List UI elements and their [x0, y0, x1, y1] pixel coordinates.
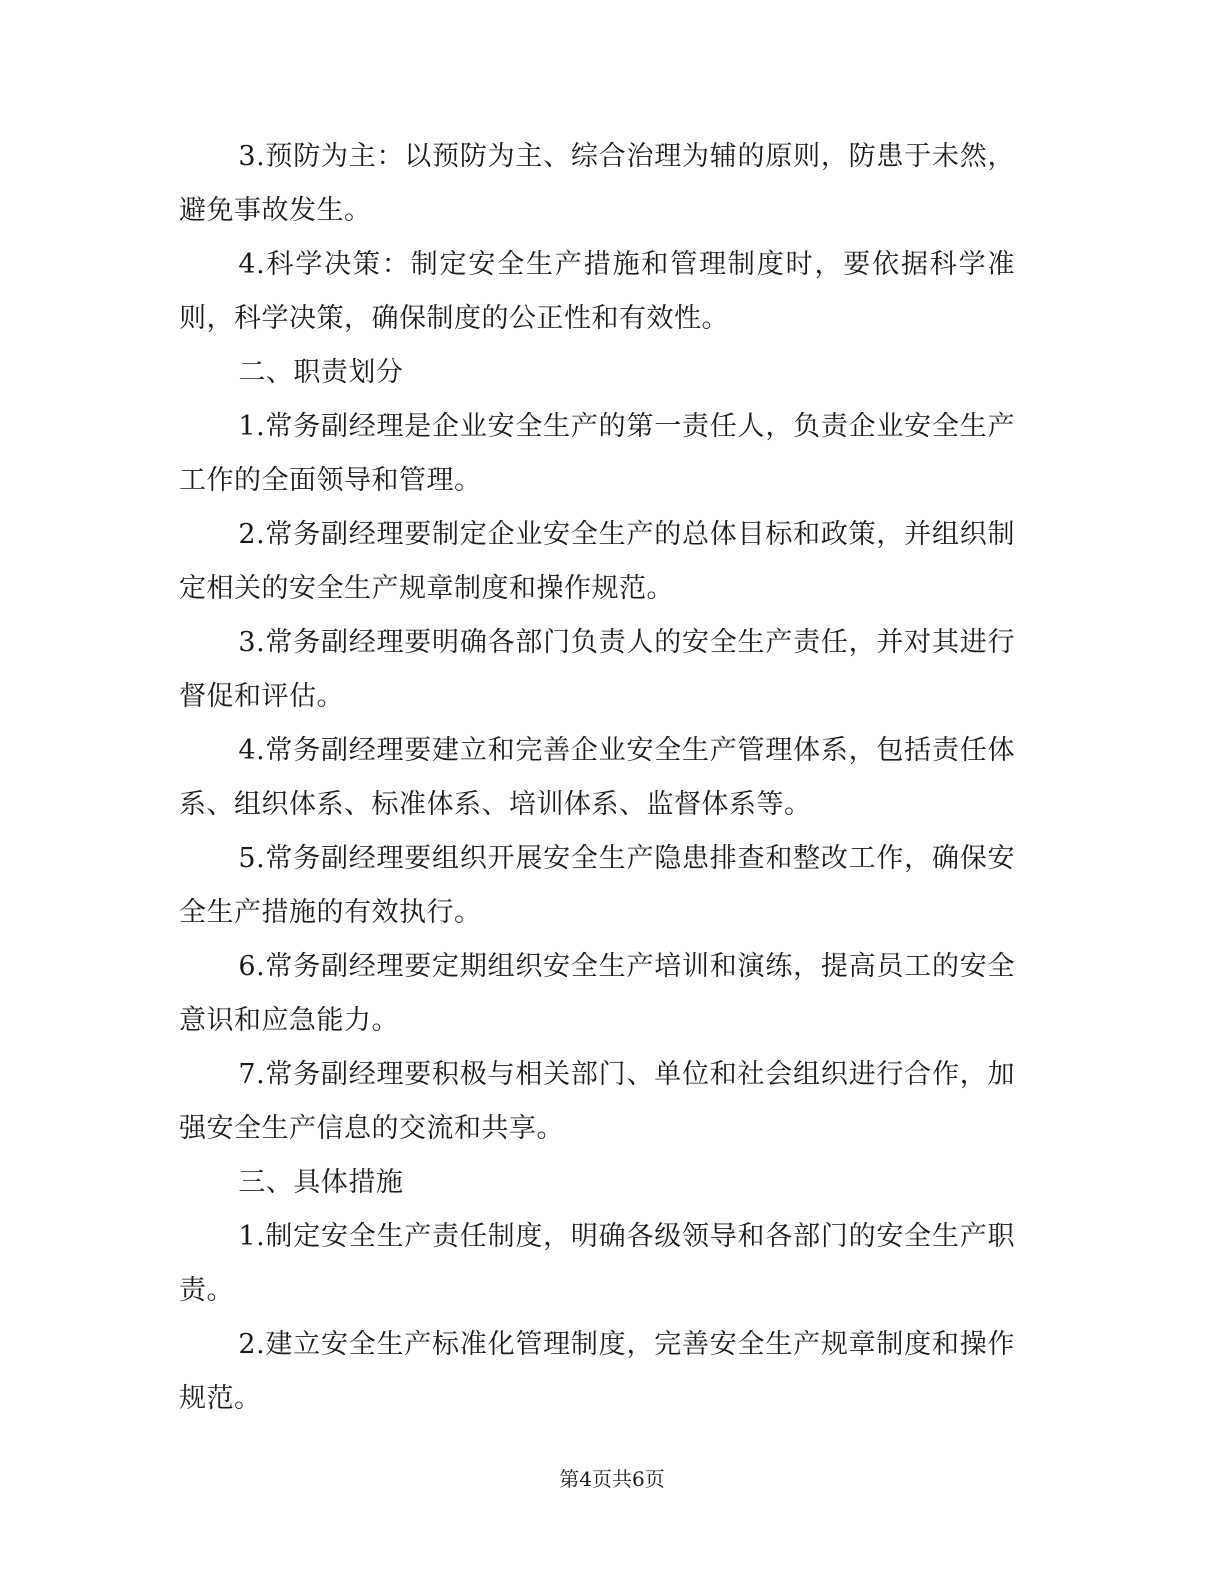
paragraph-responsibility-2: 2.常务副经理要制定企业安全生产的总体目标和政策，并组织制定相关的安全生产规章制度和操作规范。 [179, 519, 1015, 604]
paragraph-responsibility-6: 6.常务副经理要定期组织安全生产培训和演练，提高员工的安全意识和应急能力。 [179, 951, 1015, 1036]
paragraph-principle-4: 4.科学决策：制定安全生产措施和管理制度时，要依据科学准则，科学决策，确保制度的公正性和有效性。 [179, 249, 1015, 334]
paragraph-responsibility-7: 7.常务副经理要积极与相关部门、单位和社会组织进行合作，加强安全生产信息的交流和共享。 [179, 1059, 1015, 1144]
section-heading-measures: 三、具体措施 [238, 1167, 404, 1198]
document-body [179, 130, 1015, 1426]
paragraph-measure-2: 2.建立安全生产标准化管理制度，完善安全生产规章制度和操作规范。 [179, 1329, 1015, 1414]
paragraph-responsibility-4: 4.常务副经理要建立和完善企业安全生产管理体系，包括责任体系、组织体系、标准体系、培训体系、监督体系等。 [179, 735, 1015, 820]
paragraph-principle-3: 3.预防为主：以预防为主、综合治理为辅的原则，防患于未然，避免事故发生。 [179, 141, 1015, 226]
page-number-footer: 第4页共6页 [559, 1467, 665, 1491]
paragraph-responsibility-3: 3.常务副经理要明确各部门负责人的安全生产责任，并对其进行督促和评估。 [179, 627, 1015, 712]
paragraph-responsibility-5: 5.常务副经理要组织开展安全生产隐患排查和整改工作，确保安全生产措施的有效执行。 [179, 843, 1015, 928]
paragraph-measure-1: 1.制定安全生产责任制度，明确各级领导和各部门的安全生产职责。 [179, 1221, 1015, 1306]
paragraph-responsibility-1: 1.常务副经理是企业安全生产的第一责任人，负责企业安全生产工作的全面领导和管理。 [179, 411, 1015, 496]
section-heading-responsibilities: 二、职责划分 [238, 357, 404, 388]
